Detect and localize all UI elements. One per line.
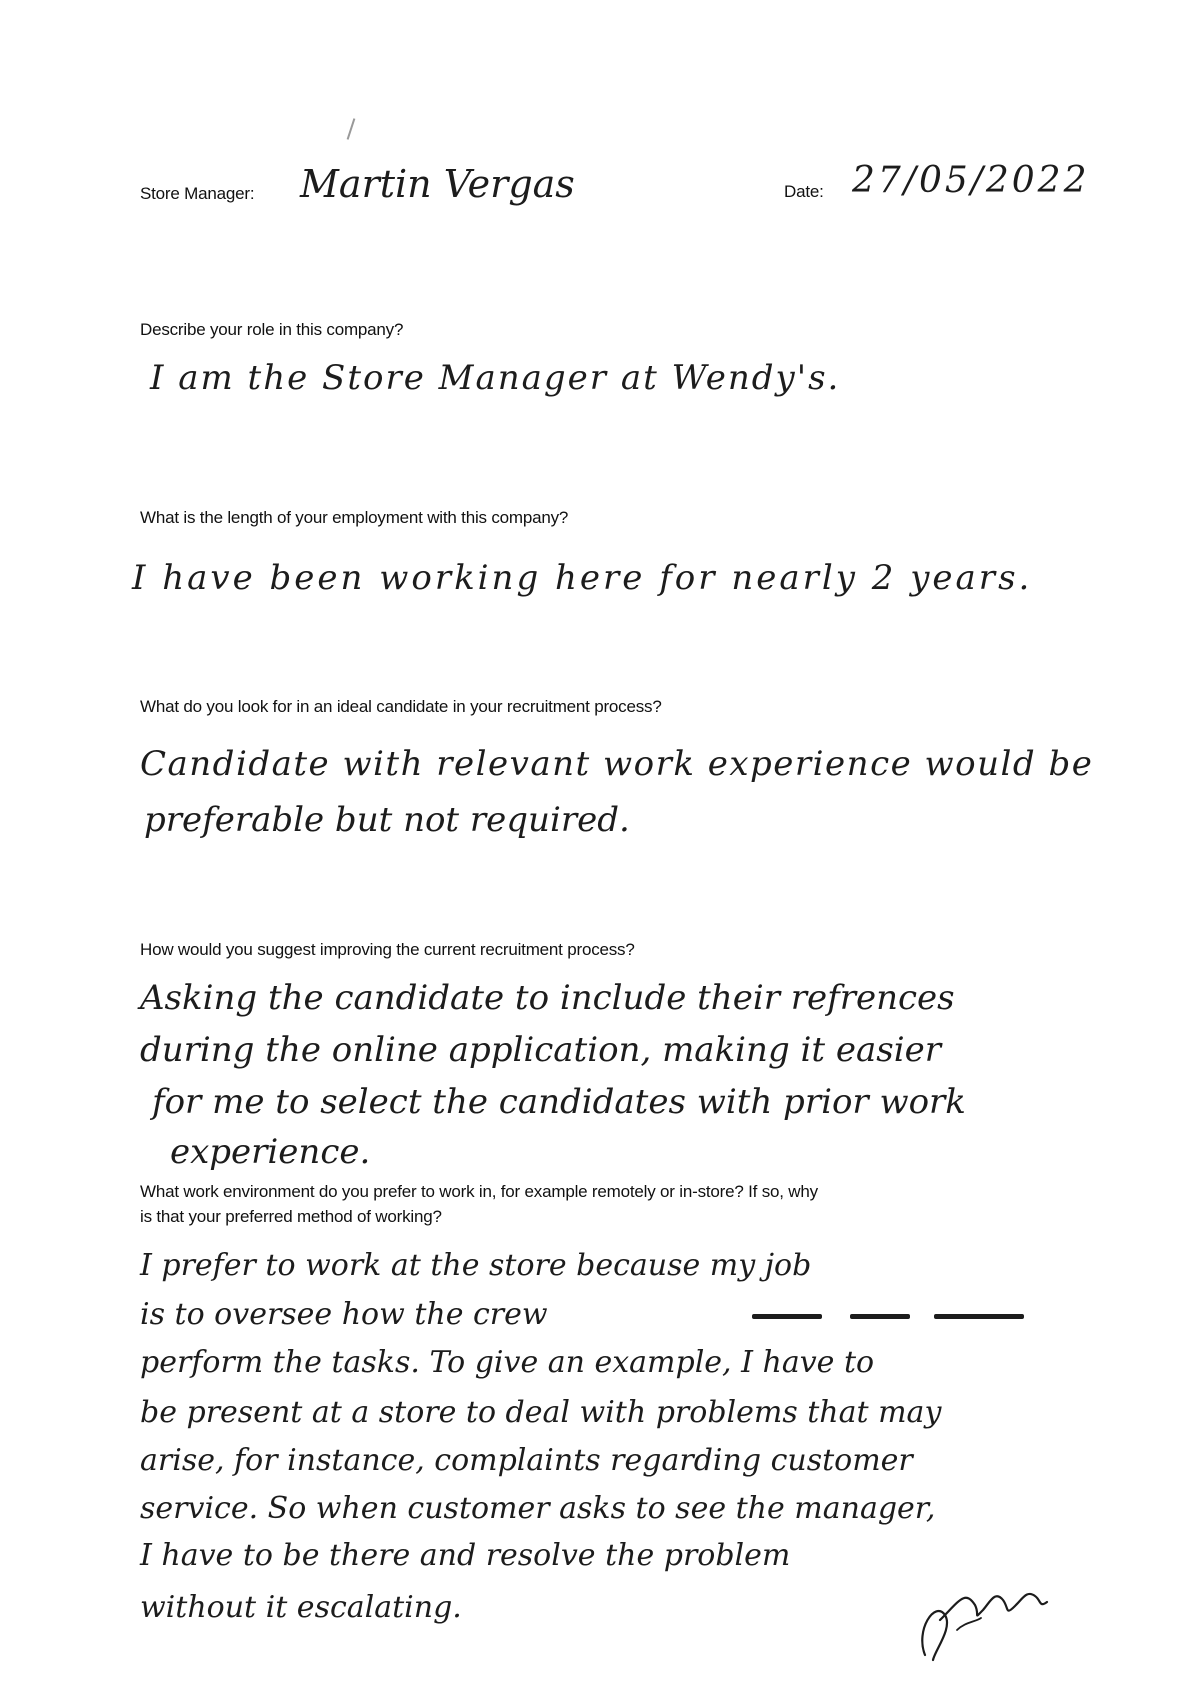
answer-work-environment-line-1: I prefer to work at the store because my job <box>140 1248 812 1283</box>
answer-improve-line-3: for me to select the candidates with prior work <box>152 1082 966 1122</box>
answer-work-environment-line-5: arise, for instance, complaints regarding customer <box>140 1443 913 1478</box>
answer-improve-line-2: during the online application, making it easier <box>140 1030 941 1070</box>
answer-improve-line-4: experience. <box>170 1132 371 1172</box>
question-improve-recruitment: How would you suggest improving the current recruitment process? <box>140 940 635 959</box>
stray-pen-mark <box>347 118 356 140</box>
answer-work-environment-line-3: perform the tasks. To give an example, I have to <box>140 1345 875 1380</box>
crossed-out-words <box>752 1303 1032 1327</box>
date-label: Date: <box>784 182 824 201</box>
store-manager-label: Store Manager: <box>140 184 255 203</box>
answer-work-environment-line-8: without it escalating. <box>140 1590 462 1625</box>
question-work-environment-line-1: What work environment do you prefer to work in, for example remotely or in-store? If so, why <box>140 1182 818 1201</box>
question-ideal-candidate: What do you look for in an ideal candidate in your recruitment process? <box>140 697 662 716</box>
answer-work-environment-line-7: I have to be there and resolve the problem <box>140 1538 791 1573</box>
answer-improve-line-1: Asking the candidate to include their refrences <box>140 978 955 1018</box>
answer-employment-length: I have been working here for nearly 2 years. <box>132 558 1033 598</box>
answer-work-environment-line-4: be present at a store to deal with problems that may <box>140 1395 942 1430</box>
answer-ideal-candidate-line-2: preferable but not required. <box>144 800 630 840</box>
answer-role: I am the Store Manager at Wendy's. <box>150 358 841 398</box>
question-role: Describe your role in this company? <box>140 320 404 339</box>
handwritten-signature <box>905 1560 1055 1670</box>
question-employment-length: What is the length of your employment with this company? <box>140 508 569 527</box>
question-work-environment-line-2: is that your preferred method of working? <box>140 1207 442 1226</box>
answer-work-environment-line-2: is to oversee how the crew <box>140 1297 548 1332</box>
store-manager-name: Martin Vergas <box>300 162 575 206</box>
answer-work-environment-line-6: service. So when customer asks to see the manager, <box>140 1491 936 1526</box>
date-value: 27/05/2022 <box>852 160 1090 201</box>
answer-ideal-candidate-line-1: Candidate with relevant work experience would be <box>140 744 1094 784</box>
